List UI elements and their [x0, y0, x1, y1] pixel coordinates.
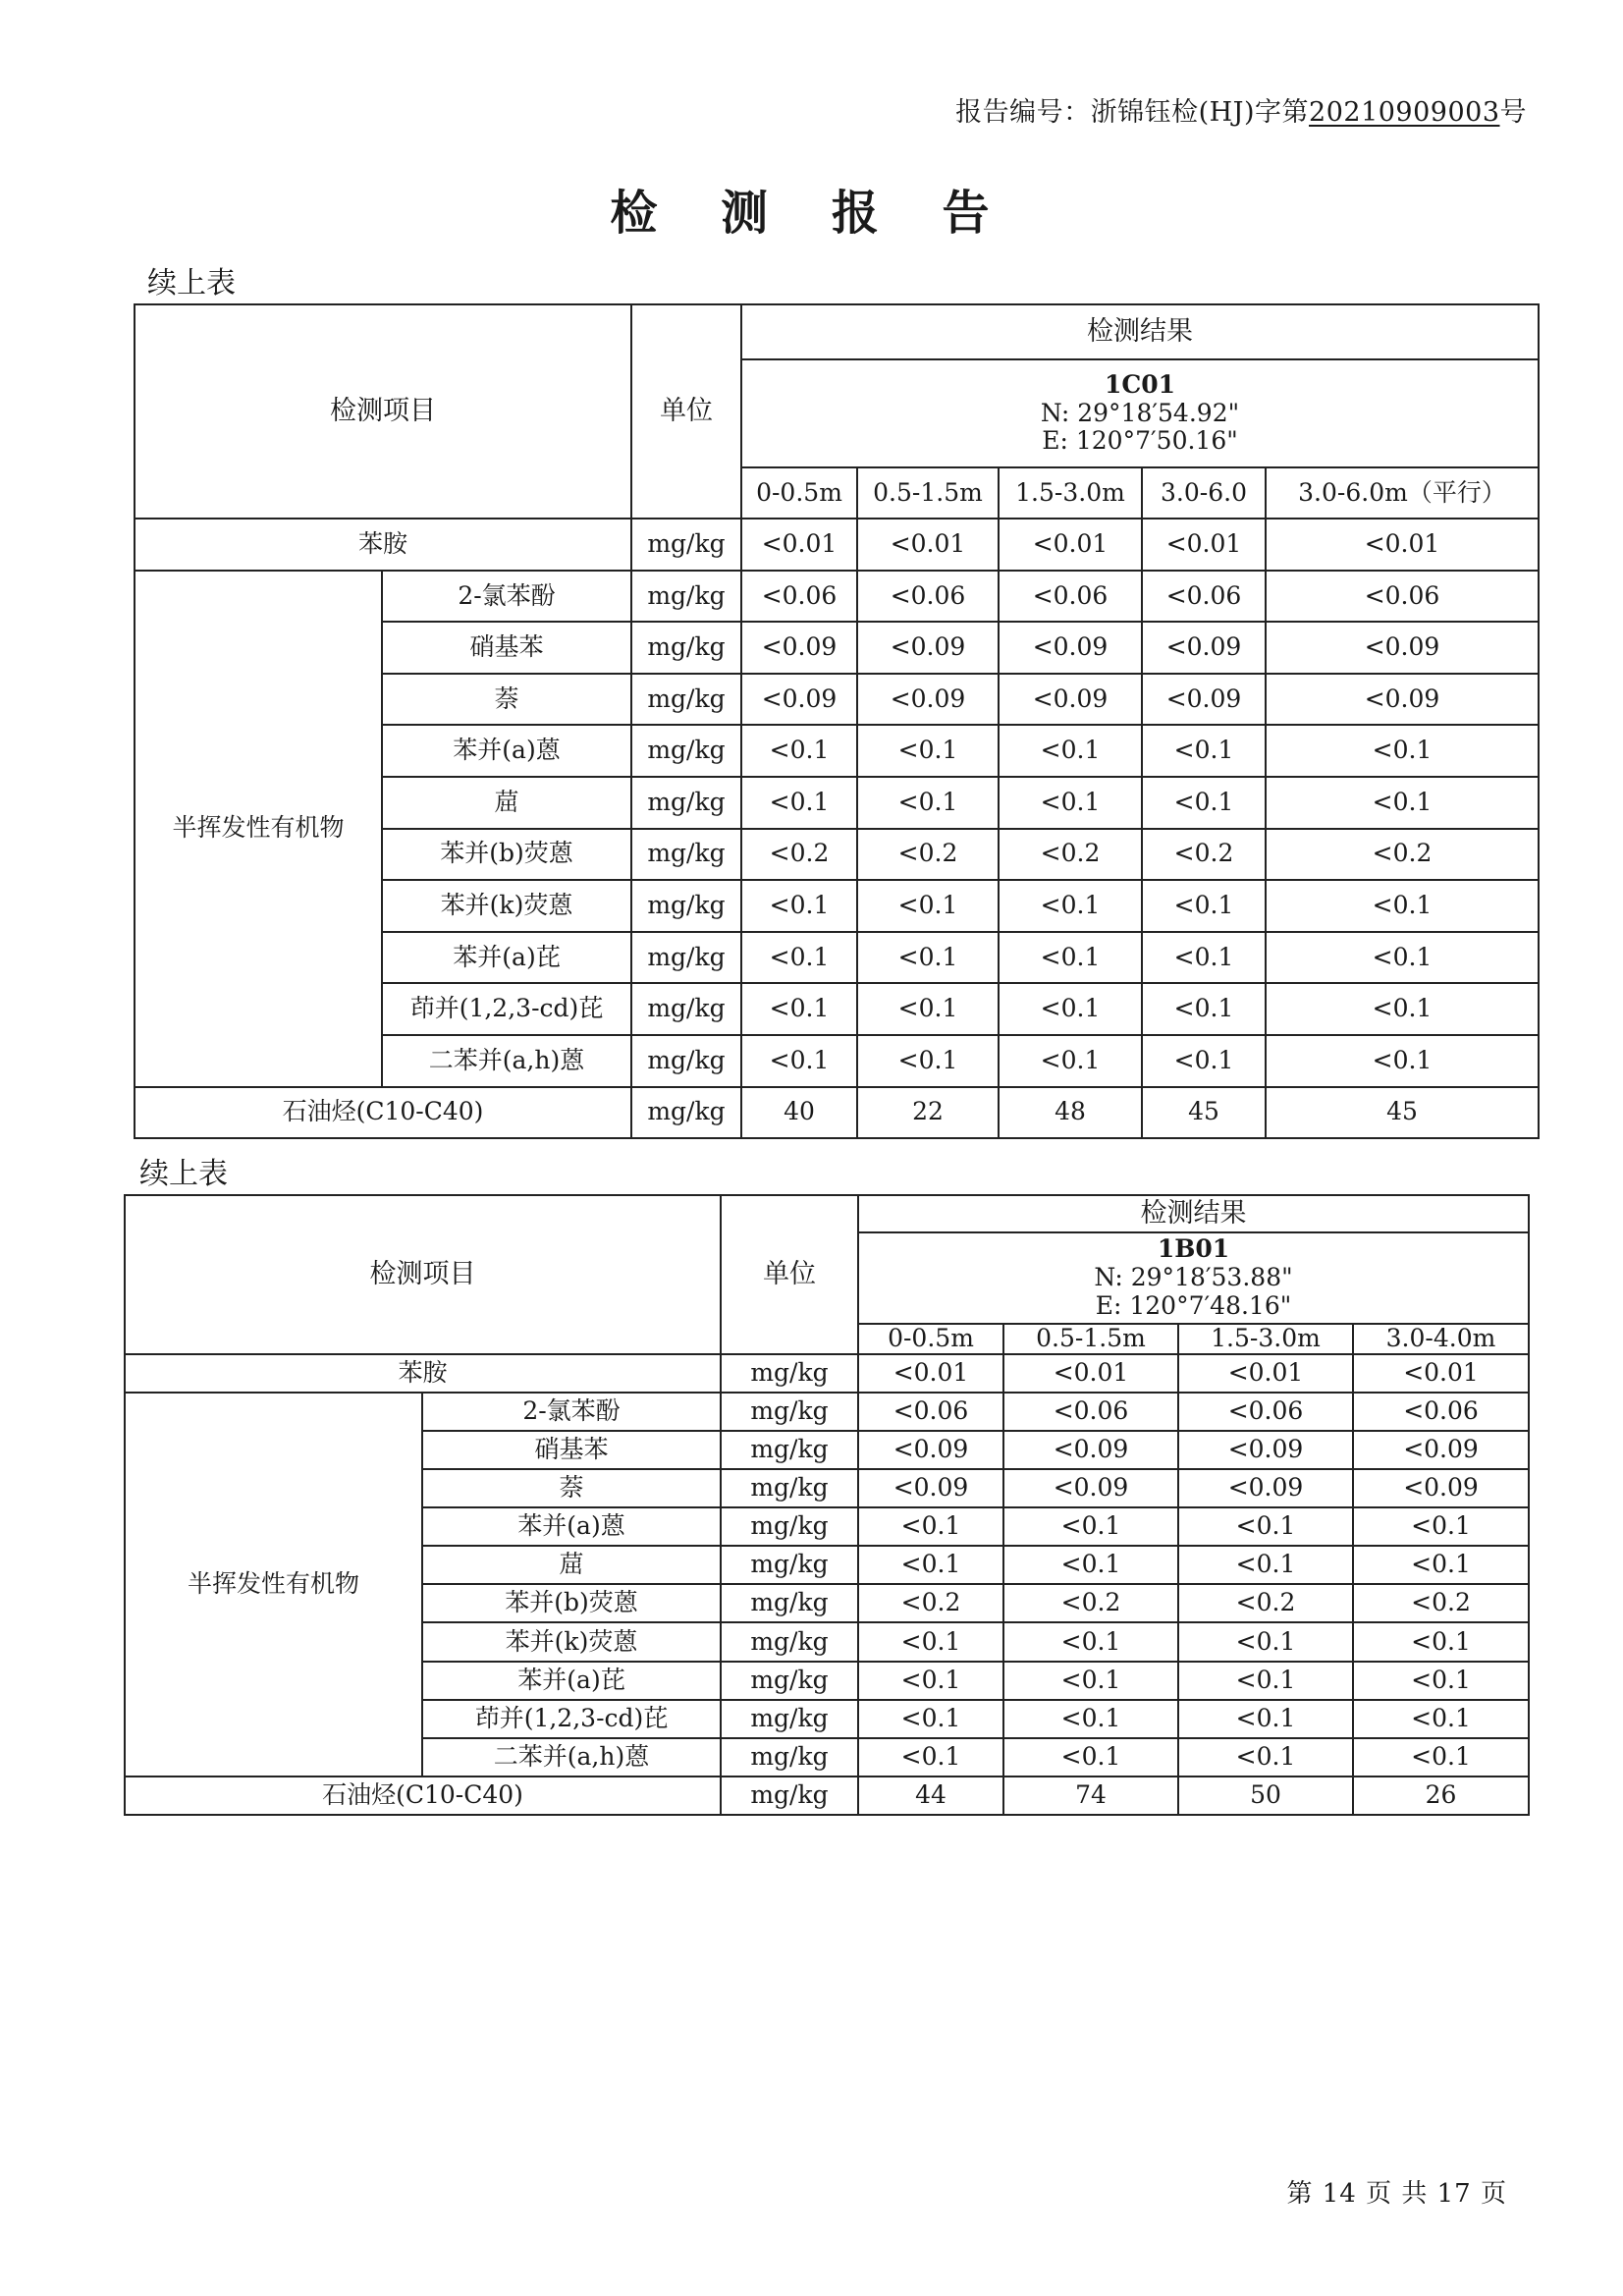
- analyte-name: 2-氯苯酚: [422, 1393, 721, 1431]
- unit-cell: mg/kg: [631, 571, 741, 623]
- value-cell: <0.06: [999, 571, 1142, 623]
- report-number-suffix: 号: [1499, 97, 1527, 128]
- analyte-name: 二苯并(a,h)蒽: [422, 1738, 721, 1777]
- unit-cell: mg/kg: [721, 1700, 858, 1738]
- location-north: N: 29°18′53.88": [1094, 1263, 1293, 1292]
- value-cell: <0.01: [1142, 519, 1266, 571]
- value-cell: <0.1: [1003, 1662, 1178, 1700]
- table-row: [125, 1777, 1529, 1815]
- value-cell: 74: [1003, 1777, 1178, 1815]
- depth-header: 1.5-3.0m: [999, 467, 1142, 519]
- value-cell: <0.1: [857, 777, 999, 829]
- value-cell: <0.2: [999, 829, 1142, 881]
- location-north: N: 29°18′54.92": [1040, 398, 1240, 427]
- value-cell: <0.1: [741, 983, 857, 1035]
- analyte-name: 苯并(k)荧蒽: [422, 1622, 721, 1661]
- value-cell: 22: [857, 1087, 999, 1139]
- value-cell: 45: [1142, 1087, 1266, 1139]
- unit-cell: mg/kg: [631, 519, 741, 571]
- value-cell: <0.1: [1266, 777, 1539, 829]
- depth-header: 0.5-1.5m: [857, 467, 999, 519]
- analyte-name: 苯并(a)蒽: [382, 725, 631, 777]
- value-cell: <0.1: [741, 1035, 857, 1087]
- value-cell: <0.2: [1178, 1584, 1353, 1622]
- value-cell: <0.1: [1178, 1662, 1353, 1700]
- report-number: [955, 90, 1527, 129]
- value-cell: <0.09: [1178, 1431, 1353, 1469]
- analyte-name: 茚并(1,2,3-cd)芘: [422, 1700, 721, 1738]
- unit-cell: mg/kg: [721, 1393, 858, 1431]
- value-cell: <0.09: [1178, 1469, 1353, 1507]
- value-cell: <0.09: [741, 622, 857, 674]
- header-unit: 单位: [631, 304, 741, 519]
- value-cell: <0.1: [741, 725, 857, 777]
- value-cell: <0.09: [1353, 1469, 1529, 1507]
- unit-cell: mg/kg: [721, 1507, 858, 1546]
- analyte-name: 二苯并(a,h)蒽: [382, 1035, 631, 1087]
- value-cell: <0.09: [858, 1431, 1003, 1469]
- value-cell: <0.1: [1178, 1546, 1353, 1584]
- unit-cell: mg/kg: [631, 932, 741, 984]
- table-row: [135, 519, 1539, 571]
- value-cell: <0.1: [1178, 1622, 1353, 1661]
- analyte-name: 石油烃(C10-C40): [135, 1087, 631, 1139]
- analyte-name: 石油烃(C10-C40): [125, 1777, 721, 1815]
- value-cell: <0.1: [858, 1738, 1003, 1777]
- unit-cell: mg/kg: [721, 1584, 858, 1622]
- value-cell: 48: [999, 1087, 1142, 1139]
- location-east: E: 120°7′48.16": [1095, 1290, 1292, 1320]
- value-cell: <0.2: [1142, 829, 1266, 881]
- value-cell: <0.1: [1353, 1662, 1529, 1700]
- depth-header: 3.0-6.0: [1142, 467, 1266, 519]
- value-cell: <0.1: [1266, 983, 1539, 1035]
- value-cell: <0.1: [1353, 1700, 1529, 1738]
- unit-cell: mg/kg: [631, 622, 741, 674]
- value-cell: <0.1: [1003, 1738, 1178, 1777]
- value-cell: <0.01: [858, 1354, 1003, 1393]
- header-item: 检测项目: [135, 304, 631, 519]
- value-cell: 50: [1178, 1777, 1353, 1815]
- table-row: [125, 1354, 1529, 1393]
- value-cell: <0.1: [1266, 880, 1539, 932]
- value-cell: <0.1: [858, 1622, 1003, 1661]
- value-cell: <0.01: [1266, 519, 1539, 571]
- value-cell: <0.1: [857, 1035, 999, 1087]
- value-cell: <0.06: [1353, 1393, 1529, 1431]
- depth-header: 0-0.5m: [858, 1324, 1003, 1354]
- value-cell: <0.1: [1266, 725, 1539, 777]
- value-cell: <0.1: [1353, 1546, 1529, 1584]
- group-name: 半挥发性有机物: [135, 571, 382, 1087]
- value-cell: <0.1: [999, 932, 1142, 984]
- value-cell: <0.1: [999, 983, 1142, 1035]
- analyte-name: 苯胺: [125, 1354, 721, 1393]
- value-cell: <0.09: [1266, 674, 1539, 726]
- unit-cell: mg/kg: [631, 725, 741, 777]
- continued-label-1: 续上表: [147, 266, 236, 301]
- value-cell: <0.09: [1003, 1469, 1178, 1507]
- value-cell: <0.09: [1142, 622, 1266, 674]
- analyte-name: 苯并(k)荧蒽: [382, 880, 631, 932]
- value-cell: <0.1: [1353, 1622, 1529, 1661]
- depth-header: 1.5-3.0m: [1178, 1324, 1353, 1354]
- value-cell: <0.1: [857, 932, 999, 984]
- value-cell: <0.2: [857, 829, 999, 881]
- value-cell: <0.01: [999, 519, 1142, 571]
- value-cell: <0.1: [1353, 1738, 1529, 1777]
- value-cell: <0.1: [858, 1546, 1003, 1584]
- value-cell: <0.1: [1003, 1507, 1178, 1546]
- value-cell: <0.1: [1003, 1700, 1178, 1738]
- results-table-1C01: [134, 303, 1540, 1139]
- value-cell: <0.1: [1003, 1546, 1178, 1584]
- sampling-location: [858, 1232, 1529, 1324]
- value-cell: 26: [1353, 1777, 1529, 1815]
- unit-cell: mg/kg: [631, 674, 741, 726]
- report-number-value: 20210909003: [1309, 97, 1500, 128]
- value-cell: <0.1: [1142, 983, 1266, 1035]
- value-cell: <0.06: [1142, 571, 1266, 623]
- value-cell: <0.06: [1178, 1393, 1353, 1431]
- unit-cell: mg/kg: [631, 880, 741, 932]
- table-row: [125, 1393, 1529, 1431]
- value-cell: <0.1: [1266, 1035, 1539, 1087]
- sampling-location: [741, 359, 1539, 467]
- depth-header: 0.5-1.5m: [1003, 1324, 1178, 1354]
- value-cell: <0.1: [999, 880, 1142, 932]
- value-cell: <0.1: [999, 777, 1142, 829]
- header-unit: 单位: [721, 1195, 858, 1354]
- value-cell: <0.1: [1178, 1738, 1353, 1777]
- location-id: 1B01: [1157, 1234, 1230, 1264]
- unit-cell: mg/kg: [721, 1662, 858, 1700]
- page-number: 第 14 页 共 17 页: [1286, 2179, 1507, 2209]
- continued-label-2: 续上表: [139, 1157, 228, 1191]
- value-cell: <0.1: [1142, 932, 1266, 984]
- value-cell: <0.06: [1003, 1393, 1178, 1431]
- depth-header: 3.0-6.0m（平行）: [1266, 467, 1539, 519]
- value-cell: <0.2: [1003, 1584, 1178, 1622]
- value-cell: <0.01: [741, 519, 857, 571]
- analyte-name: 茚并(1,2,3-cd)芘: [382, 983, 631, 1035]
- value-cell: <0.1: [1178, 1507, 1353, 1546]
- value-cell: <0.1: [999, 725, 1142, 777]
- value-cell: <0.06: [1266, 571, 1539, 623]
- report-number-label: 报告编号：浙锦钰检(HJ)字第: [955, 97, 1310, 128]
- value-cell: 44: [858, 1777, 1003, 1815]
- value-cell: <0.01: [1003, 1354, 1178, 1393]
- analyte-name: 苯并(a)芘: [422, 1662, 721, 1700]
- header-results: 检测结果: [741, 304, 1539, 359]
- value-cell: <0.1: [741, 932, 857, 984]
- value-cell: <0.1: [858, 1700, 1003, 1738]
- value-cell: <0.06: [741, 571, 857, 623]
- page-title: 检 测 报 告: [610, 186, 1013, 241]
- value-cell: <0.09: [999, 622, 1142, 674]
- value-cell: <0.1: [741, 880, 857, 932]
- value-cell: <0.1: [857, 983, 999, 1035]
- value-cell: <0.2: [1266, 829, 1539, 881]
- header-item: 检测项目: [125, 1195, 721, 1354]
- value-cell: <0.09: [857, 674, 999, 726]
- unit-cell: mg/kg: [631, 983, 741, 1035]
- value-cell: <0.06: [858, 1393, 1003, 1431]
- unit-cell: mg/kg: [721, 1546, 858, 1584]
- value-cell: <0.1: [1142, 1035, 1266, 1087]
- location-east: E: 120°7′50.16": [1042, 426, 1238, 456]
- analyte-name: 萘: [382, 674, 631, 726]
- analyte-name: 苯并(a)芘: [382, 932, 631, 984]
- unit-cell: mg/kg: [721, 1738, 858, 1777]
- analyte-name: 苯并(b)荧蒽: [382, 829, 631, 881]
- analyte-name: 䓛: [422, 1546, 721, 1584]
- unit-cell: mg/kg: [631, 1087, 741, 1139]
- analyte-name: 䓛: [382, 777, 631, 829]
- value-cell: <0.09: [1266, 622, 1539, 674]
- value-cell: <0.01: [1178, 1354, 1353, 1393]
- unit-cell: mg/kg: [721, 1777, 858, 1815]
- value-cell: <0.1: [1178, 1700, 1353, 1738]
- analyte-name: 2-氯苯酚: [382, 571, 631, 623]
- unit-cell: mg/kg: [721, 1469, 858, 1507]
- table-row: [135, 571, 1539, 623]
- value-cell: <0.09: [741, 674, 857, 726]
- results-table-1B01: [124, 1194, 1530, 1816]
- value-cell: <0.1: [1353, 1507, 1529, 1546]
- value-cell: <0.2: [858, 1584, 1003, 1622]
- value-cell: <0.1: [741, 777, 857, 829]
- value-cell: <0.1: [1266, 932, 1539, 984]
- value-cell: <0.1: [1142, 777, 1266, 829]
- value-cell: <0.1: [857, 880, 999, 932]
- unit-cell: mg/kg: [631, 1035, 741, 1087]
- unit-cell: mg/kg: [721, 1431, 858, 1469]
- analyte-name: 硝基苯: [422, 1431, 721, 1469]
- analyte-name: 苯胺: [135, 519, 631, 571]
- header-results: 检测结果: [858, 1195, 1529, 1232]
- value-cell: <0.09: [857, 622, 999, 674]
- value-cell: <0.1: [857, 725, 999, 777]
- value-cell: <0.1: [1142, 725, 1266, 777]
- analyte-name: 硝基苯: [382, 622, 631, 674]
- group-name: 半挥发性有机物: [125, 1393, 422, 1777]
- value-cell: <0.2: [1353, 1584, 1529, 1622]
- value-cell: <0.09: [1353, 1431, 1529, 1469]
- value-cell: <0.09: [1003, 1431, 1178, 1469]
- value-cell: <0.1: [999, 1035, 1142, 1087]
- unit-cell: mg/kg: [631, 777, 741, 829]
- value-cell: 45: [1266, 1087, 1539, 1139]
- value-cell: <0.1: [1142, 880, 1266, 932]
- value-cell: <0.09: [1142, 674, 1266, 726]
- depth-header: 0-0.5m: [741, 467, 857, 519]
- value-cell: <0.01: [857, 519, 999, 571]
- value-cell: 40: [741, 1087, 857, 1139]
- value-cell: <0.1: [858, 1662, 1003, 1700]
- table-row: [135, 1087, 1539, 1139]
- depth-header: 3.0-4.0m: [1353, 1324, 1529, 1354]
- unit-cell: mg/kg: [721, 1354, 858, 1393]
- location-id: 1C01: [1104, 369, 1176, 399]
- value-cell: <0.09: [999, 674, 1142, 726]
- value-cell: <0.1: [1003, 1622, 1178, 1661]
- unit-cell: mg/kg: [721, 1622, 858, 1661]
- analyte-name: 苯并(a)蒽: [422, 1507, 721, 1546]
- analyte-name: 苯并(b)荧蒽: [422, 1584, 721, 1622]
- value-cell: <0.06: [857, 571, 999, 623]
- value-cell: <0.1: [858, 1507, 1003, 1546]
- value-cell: <0.2: [741, 829, 857, 881]
- unit-cell: mg/kg: [631, 829, 741, 881]
- analyte-name: 萘: [422, 1469, 721, 1507]
- value-cell: <0.09: [858, 1469, 1003, 1507]
- value-cell: <0.01: [1353, 1354, 1529, 1393]
